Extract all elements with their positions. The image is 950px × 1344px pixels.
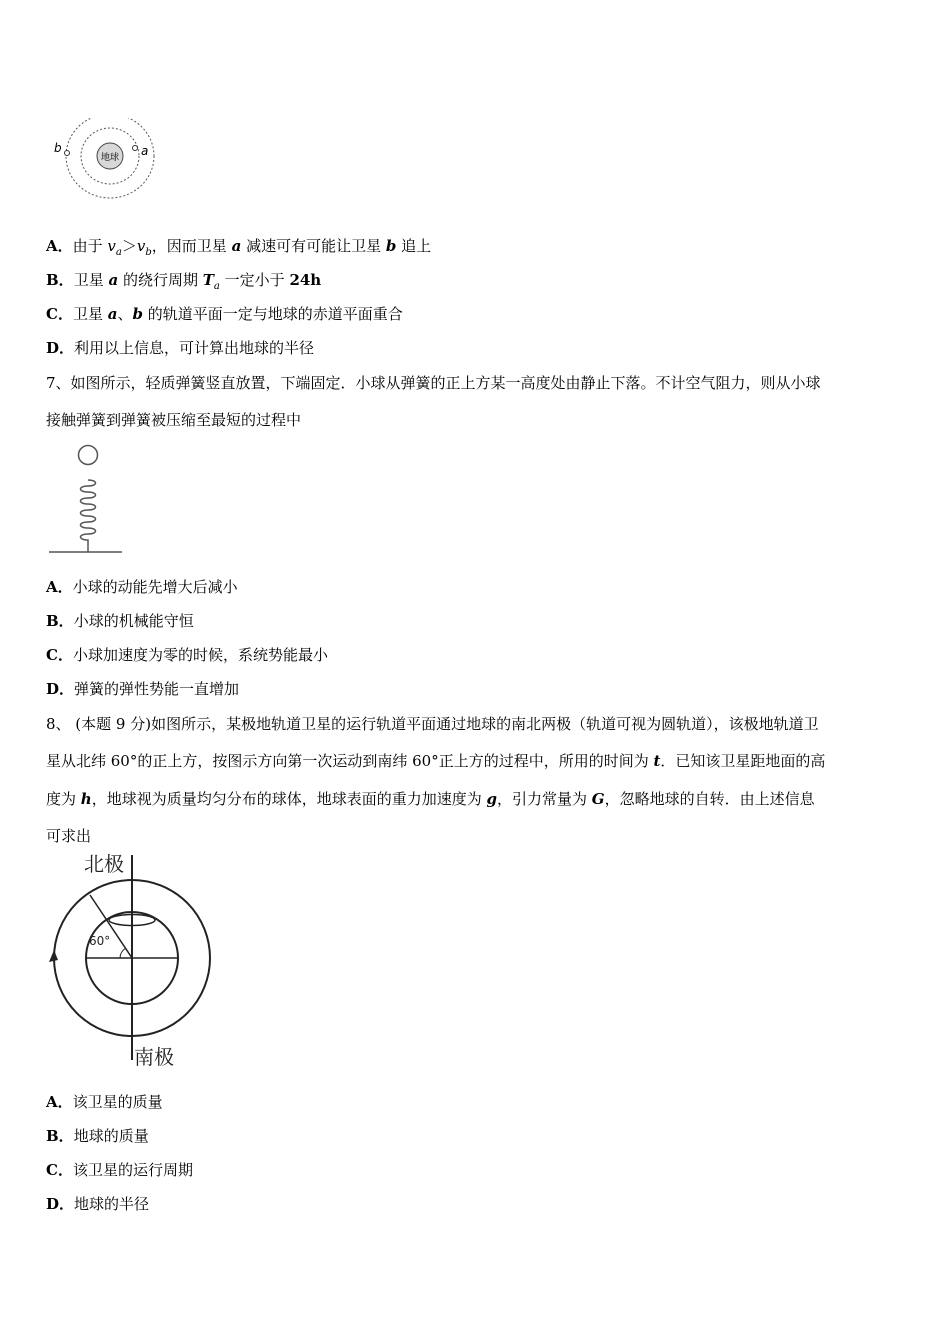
stem-text: ，忽略地球的自转．由上述信息	[604, 790, 815, 808]
option-text: 减速可有可能让卫星	[241, 237, 386, 255]
q8-stem-line3	[46, 789, 815, 809]
sub-a: a	[213, 281, 220, 292]
satellite-b-icon	[65, 151, 70, 156]
option-letter: B．	[46, 612, 74, 630]
q8-option-d	[46, 1194, 149, 1214]
angle-arc	[120, 948, 126, 958]
option-text: 地球的质量	[73, 1127, 149, 1145]
satellite-orbit-figure	[48, 118, 163, 200]
q8-option-a	[46, 1092, 163, 1112]
var-v: v	[107, 237, 116, 255]
stem-text: 星从北纬 60°的正上方，按图示方向第一次运动到南纬 60°正上方的过程中，所用的时间为	[46, 752, 654, 770]
option-text: 一定小于	[219, 271, 290, 289]
stem-text: ．已知该卫星距地面的高	[660, 752, 826, 770]
option-text: 的绕行周期	[118, 271, 203, 289]
option-text: 的轨道平面一定与地球的赤道平面重合	[142, 305, 403, 323]
option-text: 由于	[72, 237, 108, 255]
var-a: a	[108, 271, 119, 289]
sub-a: a	[115, 247, 122, 258]
option-letter: B．	[46, 271, 74, 289]
option-letter: C．	[46, 1161, 73, 1179]
q8-stem-line2	[46, 751, 825, 771]
q6-option-a	[46, 236, 431, 263]
var-t: t	[653, 752, 661, 770]
q8-stem-line1: 8、 (本题 9 分)如图所示，某极地轨道卫星的运行轨道平面通过地球的南北两极（轨道可视为圆轨道），该极地轨道卫	[46, 715, 819, 733]
polar-orbit-figure	[44, 850, 216, 1070]
var-b: b	[132, 305, 143, 323]
option-letter: A．	[46, 578, 73, 596]
option-letter: D．	[46, 1195, 75, 1213]
direction-arrow-icon	[49, 950, 58, 962]
option-text: ，因而卫星	[151, 237, 232, 255]
option-letter: C．	[46, 646, 73, 664]
var-T: T	[202, 271, 214, 289]
var-h: h	[80, 790, 92, 808]
stem-text: ，地球视为质量均匀分布的球体，地球表面的重力加速度为	[91, 790, 487, 808]
q6-option-c	[46, 304, 403, 324]
option-text: 卫星	[73, 271, 109, 289]
option-letter: C．	[46, 305, 73, 323]
option-letter: A．	[46, 237, 73, 255]
q7-option-d	[46, 679, 239, 699]
q7-option-b	[46, 611, 194, 631]
option-text: 卫星	[72, 305, 108, 323]
option-text: 追上	[396, 237, 432, 255]
option-text: 弹簧的弹性势能一直增加	[74, 680, 240, 698]
q7-option-c	[46, 645, 328, 665]
north-pole-label: 北极	[84, 852, 124, 876]
option-letter: D．	[46, 680, 75, 698]
satellite-a-label: a	[141, 144, 149, 158]
option-text: 地球的半径	[74, 1195, 150, 1213]
var-G: G	[591, 790, 605, 808]
option-text: 小球的动能先增大后减小	[72, 578, 238, 596]
value-24h: 24h	[289, 271, 322, 289]
option-letter: A．	[46, 1093, 73, 1111]
gt-symbol: ＞	[121, 237, 137, 255]
option-text: 小球加速度为零的时候，系统势能最小	[72, 646, 328, 664]
option-text: 利用以上信息，可计算出地球的半径	[74, 339, 315, 357]
var-b: b	[385, 237, 397, 255]
option-text: 小球的机械能守恒	[73, 612, 194, 630]
q8-option-c	[46, 1160, 193, 1180]
ball-icon	[79, 446, 98, 465]
option-text: 该卫星的质量	[72, 1093, 163, 1111]
q7-option-a	[46, 577, 238, 597]
option-letter: B．	[46, 1127, 74, 1145]
var-a: a	[231, 237, 242, 255]
q6-option-b	[46, 270, 321, 297]
sub-b: b	[145, 247, 152, 258]
q6-option-d	[46, 338, 314, 358]
separator: 、	[117, 305, 133, 323]
angle-label: 60°	[89, 934, 111, 948]
south-pole-label: 南极	[134, 1045, 174, 1069]
earth-label: 地球	[100, 153, 120, 163]
var-g: g	[486, 790, 497, 808]
spring-icon	[81, 480, 96, 552]
spring-ball-figure	[46, 442, 126, 556]
satellite-b-label: b	[54, 141, 62, 155]
var-v: v	[136, 237, 146, 255]
q7-stem-line2: 接触弹簧到弹簧被压缩至最短的过程中	[46, 411, 302, 429]
option-text: 该卫星的运行周期	[72, 1161, 193, 1179]
q7-stem-line1: 7、如图所示，轻质弹簧竖直放置，下端固定．小球从弹簧的正上方某一高度处由静止下落。不计空气阻力，则从小球	[46, 374, 821, 392]
stem-text: ，引力常量为	[496, 790, 592, 808]
q8-option-b	[46, 1126, 149, 1146]
q8-stem-line4: 可求出	[46, 827, 92, 845]
stem-text: 度为	[46, 790, 81, 808]
option-letter: D．	[46, 339, 75, 357]
var-a: a	[107, 305, 118, 323]
satellite-a-icon	[133, 146, 138, 151]
